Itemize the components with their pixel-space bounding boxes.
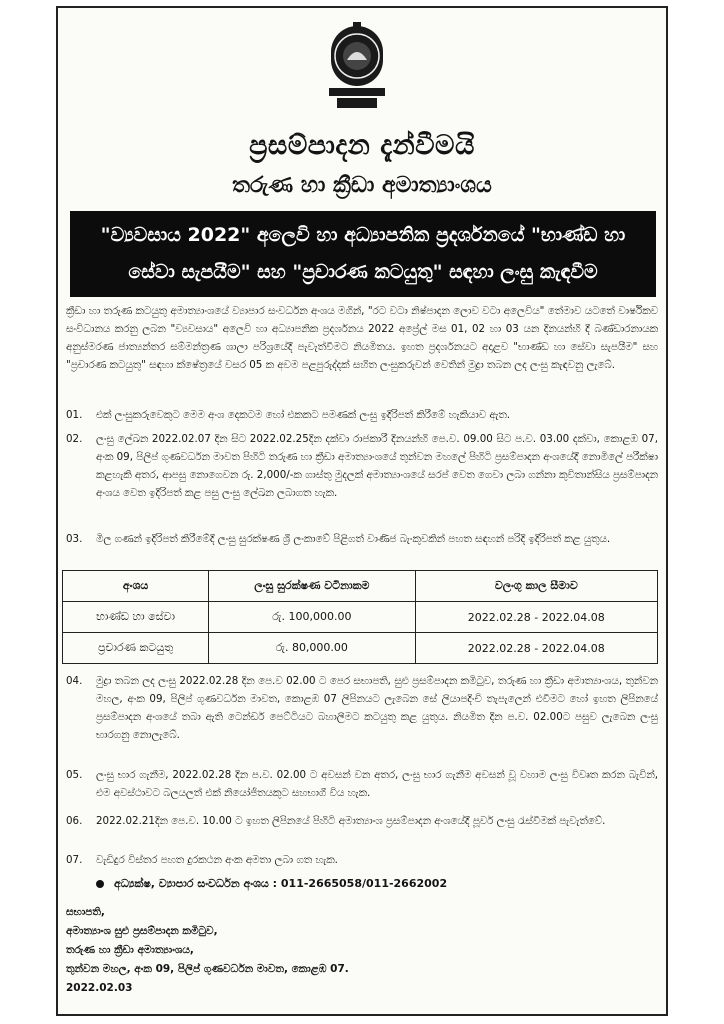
signature-block xyxy=(66,903,349,998)
notice-title: ප්‍රසම්පාදන දැන්වීමයි xyxy=(249,130,475,161)
clause-03 xyxy=(66,530,658,548)
clause-text: ලංසු ලේඛන 2022.02.07 දින සිට 2022.02.25දින දක්වා රාජකාරී දිනයන්හි පෙ.ව. 09.00 සිට ප.ව. 03.00 දක්වා, කොළඹ 07, අංක 09, පිලිප් ගුණවර්ධන මාවත පිහිටි තරුණ හා ක්‍රීඩා අමාත්‍යාංශයේ තුන්වන මහලේ පිහිටි ප්‍රසම්පාදන අංශයේදී නොමිලේ පරීක්ෂා කළහැකි අතර, ආපසු නොගෙවන රු. 2,000/-ක ගාස්තු මුදලක් අමාත්‍යාංශයේ සරප් වෙත ගෙවා ලබා ගන්නා කුවිතාන්සිය ප්‍රසම්පාදන අංශය වෙත ඉදිරිපත් කළ පසු ලංසු ලේඛන ලබාගත හැක. xyxy=(96,433,658,499)
cell-amount: රු. 100,000.00 xyxy=(209,602,415,633)
cell-amount: රු. 80,000.00 xyxy=(209,633,415,664)
signature-line: සභාපති, xyxy=(66,906,105,918)
clause-07 xyxy=(66,851,658,869)
headline-banner xyxy=(70,211,656,297)
ministry-name: තරුණ හා ක්‍රීඩා අමාත්‍යාංශය xyxy=(232,173,492,198)
clause-05 xyxy=(66,766,658,802)
clause-text: ලංසු භාර ගැනීම, 2022.02.28 දින ප.ව. 02.00 ට අවසන් වන අතර, ලංසු භාර ගැනීම අවසන් වූ වහාම ලංසු විවෘත කරන බැවින්, එම අවස්ථාවට බලයලත් එක් නියෝජිතයකුට සහභාගී විය හැක. xyxy=(96,769,658,799)
clause-text: එක් ලංසුකරුවෙකුට මෙම අංශ දෙකටම හෝ එකකට පමණක් ලංසු ඉදිරිපත් කිරීමේ හැකියාව ඇත. xyxy=(96,409,510,421)
signature-line: තුන්වන මහල, අංක 09, පිලිප් ගුණවර්ධන මාවත, කොළඹ 07. xyxy=(66,963,349,975)
clause-number: 01. xyxy=(66,409,83,421)
clause-number: 04. xyxy=(66,675,83,687)
banner-line-1: "ව්‍යවසාය 2022" අලෙවි හා අධ්‍යාපනික ප්‍රදර්ශනයේ "භාණ්ඩ හා xyxy=(100,224,626,246)
cell-section: ප්‍රචාරණ කටයුතු xyxy=(63,633,209,664)
clause-06 xyxy=(66,812,658,830)
header-section: අංශය xyxy=(63,571,209,602)
table-row xyxy=(63,602,658,633)
clause-number: 07. xyxy=(66,854,83,866)
header-validity: වලංගු කාල සීමාව xyxy=(415,571,657,602)
cell-section: භාණ්ඩ හා සේවා xyxy=(63,602,209,633)
header-amount: ලංසු සුරක්ෂණ වටිනාකම xyxy=(209,571,415,602)
clause-02 xyxy=(66,430,658,502)
clause-number: 05. xyxy=(66,769,83,781)
contact-line xyxy=(96,877,447,891)
contact-text: අධ්‍යක්ෂ, ව්‍යාපාර සංවර්ධන අංශය : 011-2665058/011-2662002 xyxy=(114,877,448,890)
bullet-icon xyxy=(96,880,104,888)
clause-04 xyxy=(66,672,658,744)
table-row xyxy=(63,633,658,664)
clause-01 xyxy=(66,406,658,424)
intro-paragraph: ක්‍රීඩා හා තරුණ කටයුතු අමාත්‍යාංශයේ ව්‍යාපාර සංවර්ධන අංශය මගින්, "රට වටා නිෂ්පාදන ලොව වටා අලෙවිය" තේමාව යටතේ වාර්ෂිකව සංවිධානය කරනු ලබන "ව්‍යවසාය" අලෙවි හා අධ්‍යාපනික ප්‍රදර්ශනය 2022 අප්‍රේල් මස 01, 02 හා 03 යන දිනයන්හි දී බණ්ඩාරනායක අනුස්මරණ ජාත්‍යන්තර සම්මන්ත්‍රණ ශාලා පරිශ්‍රයේදී පැවැත්වීමට නියමිතය. ඉහත ප්‍රදර්ශනයට අදාළව "භාණ්ඩ හා සේවා සැපයීම" සහ "ප්‍රචාරණ කටයුතු" සඳහා ක්ෂේත්‍රයේ වසර 05 ක අවම පළපුරුද්දක් සහිත ලංසුකරුවන් වෙතින් මුද්‍රා තබන ලද ලංසු කැඳවනු ලැබේ. xyxy=(66,305,658,371)
cell-validity: 2022.02.28 - 2022.04.08 xyxy=(415,602,657,633)
clause-text: මිල ගණන් ඉදිරිපත් කිරීමේදී ලංසු සුරක්ෂණ ශ්‍රී ලංකාවේ පිළිගත් වාණිජ බැංකුවකින් පහත සඳහන් පරිදි ඉදිරිපත් කළ යුතුය. xyxy=(96,533,611,545)
signature-date: 2022.02.03 xyxy=(66,982,133,994)
clause-text: 2022.02.21දින පෙ.ව. 10.00 ට ඉහත ලිපිනයේ පිහිටි අමාත්‍යාංශ ප්‍රසම්පාදන අංශයේදී පූර්ව ලංසු රැස්වීමක් පැවැත්වේ. xyxy=(96,815,606,827)
signature-line: තරුණ හා ක්‍රීඩා අමාත්‍යාංශය, xyxy=(66,944,194,956)
clause-text: මුද්‍රා තබන ලද ලංසු 2022.02.28 දින පෙ.ව 02.00 ට පෙර සභාපති, සුළු ප්‍රසම්පාදන කමිටුව, තරුණ හා ක්‍රීඩා අමාත්‍යාංශය, තුන්වන මහල, අංක 09, පිලිප් ගුණවර්ධන මාවත, කොළඹ 07 ලිපිනයට ලැබෙන සේ ලියාපදිංචි තැපැලෙන් එවීමට හෝ ඉහත ලිපිනයේ ප්‍රසම්පාදන අංශයේ තබා ඇති ටෙන්ඩර් පෙට්ටියට බහාලීමට කටයුතු කළ යුතුය. නියමිත දින ප.ව. 02.00ට පසුව ලැබෙන ලංසු භාරගනු නොලැබේ. xyxy=(96,675,658,741)
cell-validity: 2022.02.28 - 2022.04.08 xyxy=(415,633,657,664)
clause-number: 02. xyxy=(66,433,83,445)
bid-security-table xyxy=(62,570,658,664)
banner-line-2: සේවා සැපයීම" සහ "ප්‍රචාරණ කටයුතු" සඳහා ලංසු කැඳවීම xyxy=(128,261,598,283)
clause-text: වැඩිදුර විස්තර පහත දුරකථන අංක අමතා ලබා ගත හැක. xyxy=(96,854,338,866)
clause-number: 03. xyxy=(66,533,83,545)
state-emblem-icon xyxy=(323,20,391,112)
signature-line: අමාත්‍යාංශ සුළු ප්‍රසම්පාදන කමිටුව, xyxy=(66,925,218,937)
clause-number: 06. xyxy=(66,815,83,827)
table-header-row xyxy=(63,571,658,602)
